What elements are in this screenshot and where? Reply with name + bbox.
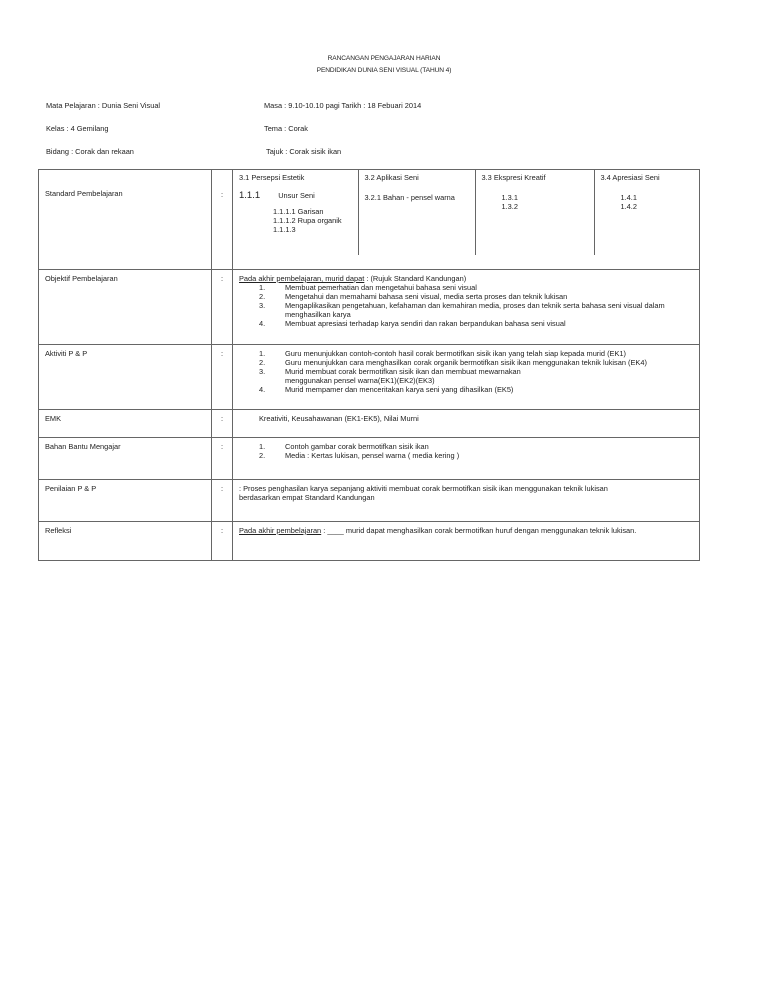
aplikasi-seni-cell bbox=[358, 170, 475, 255]
apresiasi-head: 3.4 Apresiasi Seni bbox=[600, 173, 660, 182]
bahan-label: Bahan Bantu Mengajar bbox=[39, 438, 212, 480]
standard-label: Standard Pembelajaran bbox=[39, 170, 212, 270]
list-item: 1. Guru menunjukkan contoh-contoh hasil corak bermotifkan sisik ikan yang telah siap kepada murid (EK1) bbox=[259, 349, 626, 358]
list-item: 2. Media : Kertas lukisan, pensel warna ( media kering ) bbox=[259, 451, 460, 460]
objektif-row bbox=[39, 270, 700, 345]
aktiviti-content bbox=[233, 345, 700, 410]
refleksi-content bbox=[233, 522, 700, 561]
list-item: 3. Mengaplikasikan pengetahuan, kefahaman dan kemahiran media, proses dan teknik serta bahasa seni visual dalam menghasilkan karya bbox=[259, 301, 665, 319]
refleksi-row bbox=[39, 522, 700, 561]
bahan-row bbox=[39, 438, 700, 480]
list-item: 3. Murid membuat corak bermotifkan sisik ikan dan membuat mewarnakan menggunakan pensel warna(EK1)(EK2)(EK3) bbox=[259, 367, 521, 385]
colon: : bbox=[212, 522, 233, 561]
unsur-num: 1.1.1 bbox=[239, 190, 261, 201]
unsur-text: Unsur Seni bbox=[278, 191, 315, 200]
refleksi-intro: Pada akhir pembelajaran bbox=[239, 526, 322, 535]
colon: : bbox=[212, 438, 233, 480]
emk-text: Kreativiti, Keusahawanan (EK1-EK5), Nilai Murni bbox=[233, 410, 700, 438]
lesson-plan-table bbox=[38, 169, 700, 561]
list-item: 4. Membuat apresiasi terhadap karya sendiri dan rakan berpandukan bahasa seni visual bbox=[259, 319, 566, 328]
list-item: 2. Mengetahui dan memahami bahasa seni visual, media serta proses dan teknik lukisan bbox=[259, 292, 568, 301]
aplikasi-sub: 3.2.1 Bahan - pensel warna bbox=[364, 193, 455, 202]
colon: : bbox=[212, 170, 233, 270]
tema: Tema : Corak bbox=[264, 124, 308, 133]
persepsi-estetik-cell bbox=[233, 170, 358, 255]
objektif-intro: Pada akhir pembelajaran, murid dapat bbox=[239, 274, 365, 283]
aktiviti-label: Aktiviti P & P bbox=[39, 345, 212, 410]
penilaian-line1: : Proses penghasilan karya sepanjang aktiviti membuat corak bermotifkan sisik ikan menggunakan teknik lukisan bbox=[239, 484, 608, 493]
refleksi-rest: : ____ murid dapat menghasilkan corak bermotifkan huruf dengan menggunakan teknik lukisan. bbox=[321, 526, 637, 535]
emk-row bbox=[39, 410, 700, 438]
doc-subtitle: PENDIDIKAN DUNIA SENI VISUAL (TAHUN 4) bbox=[316, 67, 452, 74]
standard-row bbox=[39, 170, 700, 270]
std-item: 1.3.1 bbox=[501, 193, 518, 202]
objektif-intro-rest: : (Rujuk Standard Kandungan) bbox=[364, 274, 467, 283]
penilaian-row bbox=[39, 480, 700, 522]
aplikasi-head: 3.2 Aplikasi Seni bbox=[364, 173, 419, 182]
doc-title: RANCANGAN PENGAJARAN HARIAN bbox=[327, 55, 441, 62]
std-item: 1.3.2 bbox=[501, 202, 518, 211]
std-item: 1.1.1.3 bbox=[273, 225, 296, 234]
penilaian-label: Penilaian P & P bbox=[39, 480, 212, 522]
list-item: 2. Guru menunjukkan cara menghasilkan corak organik bermotifkan sisik ikan menggunakan teknik lukisan (EK4) bbox=[259, 358, 647, 367]
emk-label: EMK bbox=[39, 410, 212, 438]
ekspresi-kreatif-cell bbox=[475, 170, 594, 255]
objektif-content bbox=[233, 270, 700, 345]
colon: : bbox=[212, 345, 233, 410]
std-item: 1.1.1.2 Rupa organik bbox=[273, 216, 342, 225]
masa-tarikh: Masa : 9.10-10.10 pagi Tarikh : 18 Febuari 2014 bbox=[264, 101, 422, 110]
apresiasi-seni-cell bbox=[594, 170, 699, 255]
aktiviti-row bbox=[39, 345, 700, 410]
std-item: 1.1.1.1 Garisan bbox=[273, 207, 324, 216]
tajuk: Tajuk : Corak sisik ikan bbox=[266, 147, 342, 156]
penilaian-line2: berdasarkan empat Standard Kandungan bbox=[239, 493, 375, 502]
mata-pelajaran: Mata Pelajaran : Dunia Seni Visual bbox=[46, 101, 161, 110]
ekspresi-head: 3.3 Ekspresi Kreatif bbox=[481, 173, 546, 182]
list-item: 1. Membuat pemerhatian dan mengetahui bahasa seni visual bbox=[259, 283, 477, 292]
colon: : bbox=[212, 270, 233, 345]
std-item: 1.4.1 bbox=[620, 193, 637, 202]
penilaian-content bbox=[233, 480, 700, 522]
objektif-label: Objektif Pembelajaran bbox=[39, 270, 212, 345]
kelas: Kelas : 4 Gemilang bbox=[46, 124, 109, 133]
standard-content bbox=[233, 170, 700, 270]
refleksi-label: Refleksi bbox=[39, 522, 212, 561]
persepsi-head: 3.1 Persepsi Estetik bbox=[239, 173, 305, 182]
list-item: 4. Murid mempamer dan menceritakan karya seni yang dihasilkan (EK5) bbox=[259, 385, 514, 394]
bidang: Bidang : Corak dan rekaan bbox=[46, 147, 134, 156]
list-item: 1. Contoh gambar corak bermotifkan sisik ikan bbox=[259, 442, 429, 451]
colon: : bbox=[212, 410, 233, 438]
colon: : bbox=[212, 480, 233, 522]
bahan-content bbox=[233, 438, 700, 480]
std-item: 1.4.2 bbox=[620, 202, 637, 211]
